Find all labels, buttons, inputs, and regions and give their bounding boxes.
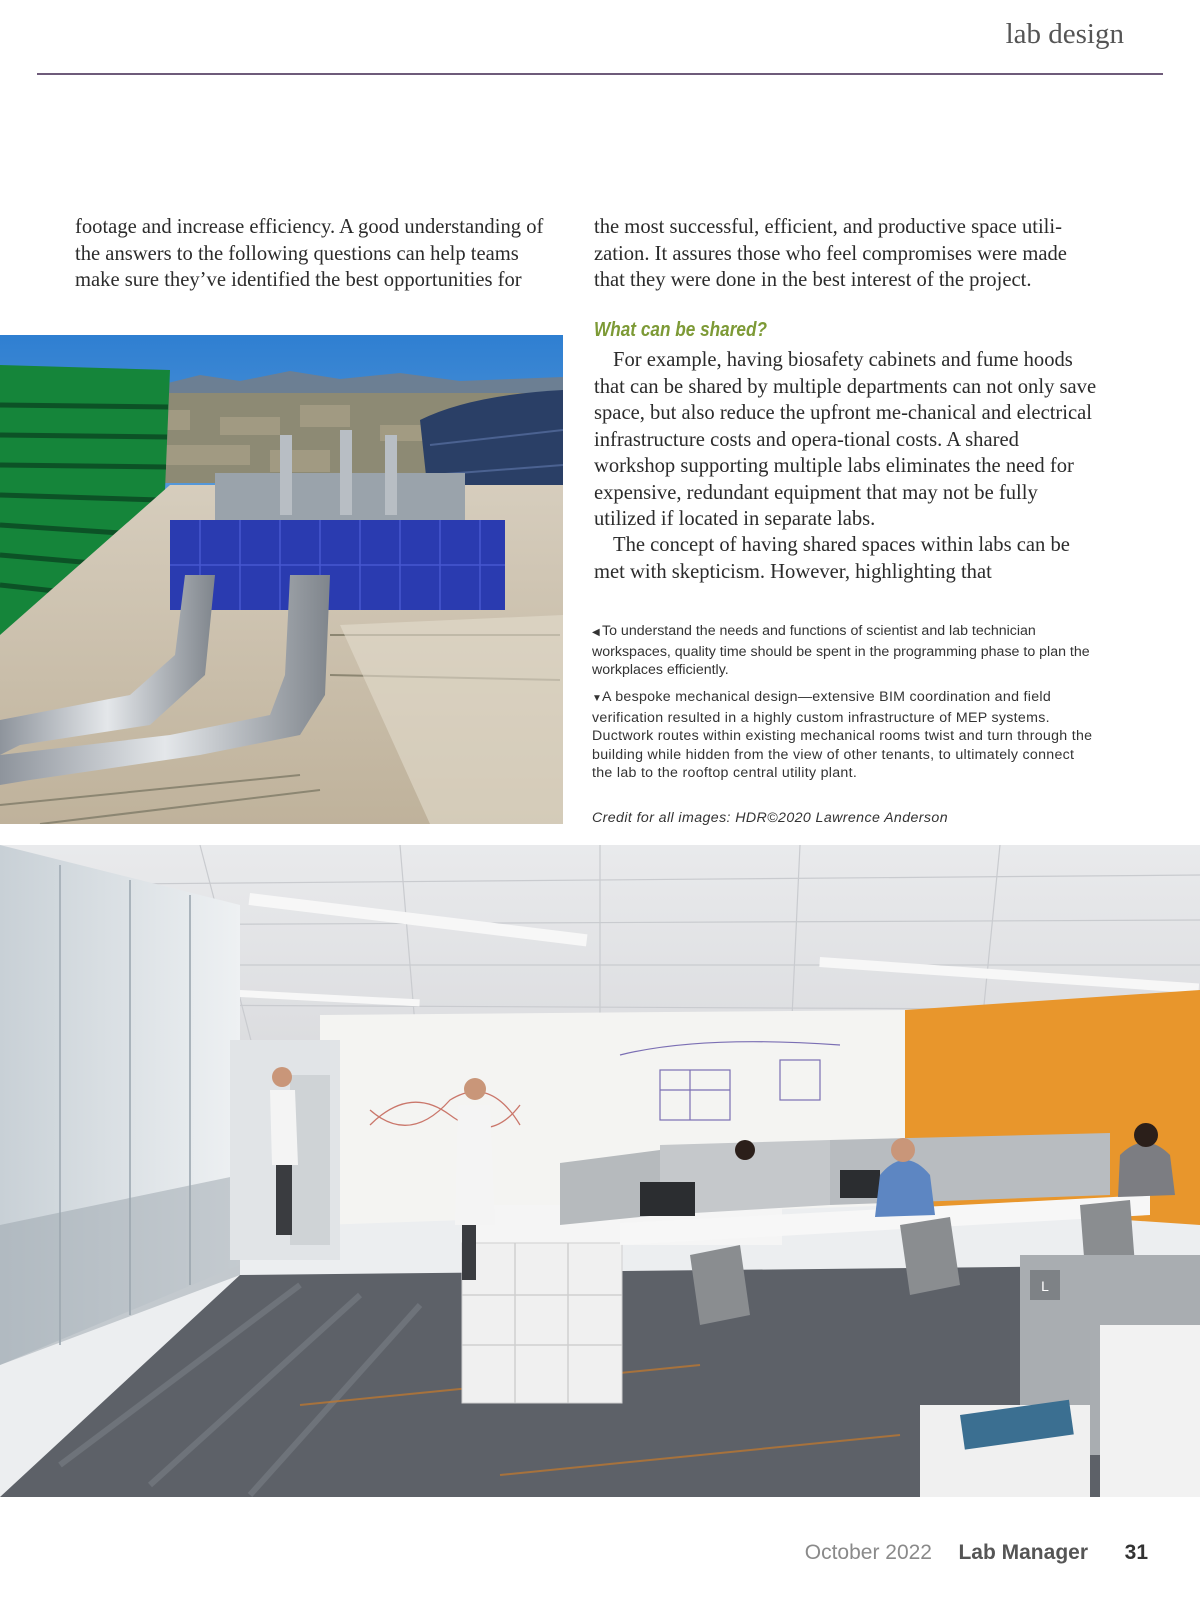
subheading-shared: What can be shared?: [594, 319, 767, 341]
footer-magazine-name: Lab Manager: [958, 1541, 1088, 1564]
right-column-paragraph: the most successful, efficient, and productive space utili-zation. It assures those who feel compromises were made that they were done in the best interest of the project.: [594, 216, 1067, 291]
panel-letter-label: L: [1041, 1278, 1049, 1294]
left-column-paragraph: footage and increase efficiency. A good understanding of the answers to the following questions can help teams make sure they’ve identified the best opportunities for: [75, 216, 544, 291]
footer-date: October 2022: [804, 1541, 932, 1564]
lab-office-workspace-photo: [0, 845, 1200, 1497]
page-number: 31: [1124, 1541, 1148, 1564]
body-paragraph-1: For example, having biosafety cabinets and fume hoods that can be shared by multiple departments can not only save space, but also reduce the upfront me-chanical and electrical infrastructure costs and opera-tional costs. A shared workshop supporting multiple labs eliminates the need for expensive, redundant equipment that may not be fully utilized if located in separate labs.: [594, 349, 1097, 530]
caption-workspace-text: To understand the needs and functions of scientist and lab technician workspaces, quality time should be spent in the programming phase to plan the workplaces efficiently.: [592, 623, 1090, 678]
rooftop-mechanical-photo: [0, 335, 563, 824]
caption-workspace: [592, 622, 1094, 680]
down-triangle-icon: ▼: [592, 693, 603, 704]
caption-mechanical-text: A bespoke mechanical design—extensive BIM coordination and field verification resulted in a highly custom infrastructure of MEP systems. Ductwork routes within existing mechanical rooms twist and turn through the building while hidden from the view of other tenants, to ultimately connect the lab to the rooftop central utility plant.: [592, 689, 1093, 781]
left-triangle-icon: ◀: [592, 627, 600, 638]
caption-mechanical: [592, 688, 1094, 783]
section-label: lab design: [1005, 18, 1124, 50]
header-rule: [37, 73, 1163, 75]
photo-credit: Credit for all images: HDR©2020 Lawrence Anderson: [592, 810, 948, 826]
body-paragraph-2: The concept of having shared spaces within labs can be met with skepticism. However, highlighting that: [594, 534, 1070, 583]
